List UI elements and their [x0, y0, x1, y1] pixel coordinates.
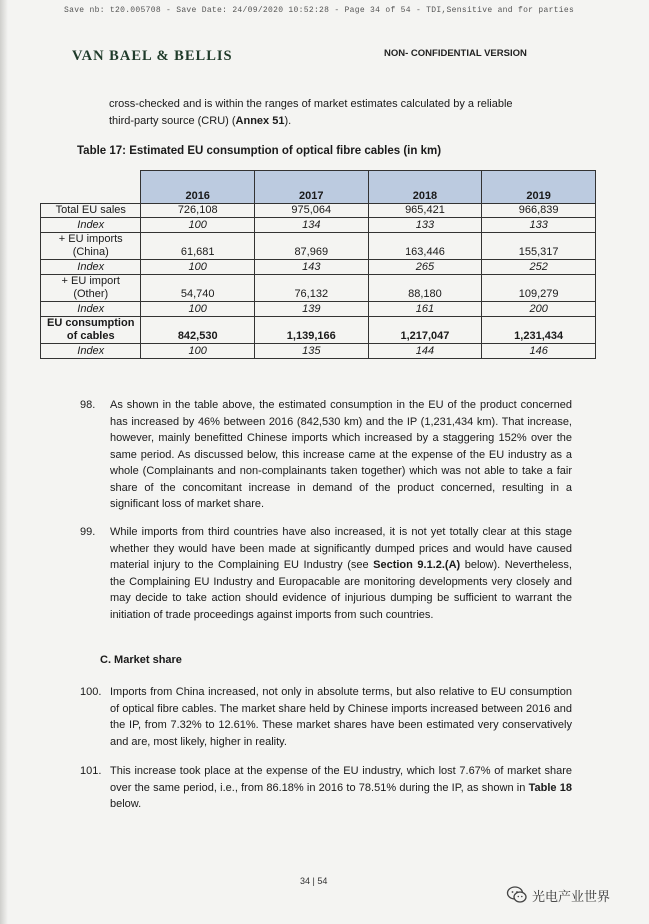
table-cell: 966,839 — [482, 204, 596, 218]
paragraph-number: 101. — [80, 765, 102, 777]
table-cell: 726,108 — [141, 204, 254, 218]
table-cell: 146 — [482, 344, 596, 359]
watermark-text: 光电产业世界 — [532, 888, 611, 904]
table-cell: 842,530 — [141, 317, 254, 344]
p101-text-pre: This increase took place at the expense of the EU industry, which lost 7.67% of market share over the same period, i.e., from 86.18% in 2016 to 78.51% during the IP, as shown in — [110, 765, 572, 794]
intro-paragraph — [109, 96, 573, 129]
intro-line-2-pre: third-party source (CRU) ( — [109, 114, 236, 127]
table-title: Table 17: Estimated EU consumption of optical fibre cables (in km) — [77, 145, 442, 157]
table-header-row — [41, 171, 596, 204]
table-row — [41, 218, 596, 233]
wechat-icon — [506, 884, 528, 906]
table-cell: 76,132 — [254, 275, 368, 302]
consumption-table — [40, 170, 596, 359]
row-label: Index — [41, 302, 141, 317]
table-cell: 139 — [254, 302, 368, 317]
year-header: 2018 — [368, 171, 482, 204]
table-cell: 54,740 — [141, 275, 254, 302]
year-header: 2019 — [482, 171, 596, 204]
table-cell: 252 — [482, 260, 596, 275]
confidentiality-label: NON- CONFIDENTIAL VERSION — [384, 48, 527, 59]
table-cell: 975,064 — [254, 204, 368, 218]
paragraph-98: As shown in the table above, the estimated consumption in the EU of the product concerned has increased by 46% between 2016 (842,530 km) and the IP (1,231,434 km). That increase, however, mainly benefitted Chinese imports which increased by a staggering 152% over the same period. As discussed below, this increase came at the expense of the EU industry as a whole (Complainants and non-complainants taken together) which was not able to take a fair share of the concomitant increase in demand of the product concerned, resulting in a significant loss of market share. — [110, 399, 572, 510]
table-row — [41, 317, 596, 344]
table-cell: 87,969 — [254, 233, 368, 260]
year-header: 2016 — [141, 171, 254, 204]
save-stamp: Save nb: t20.005708 - Save Date: 24/09/2020 10:52:28 - Page 34 of 54 - TDI,Sensitive and for parties — [64, 6, 575, 15]
year-header: 2017 — [254, 171, 368, 204]
row-label: Total EU sales — [41, 204, 141, 218]
table-cell: 161 — [368, 302, 482, 317]
paragraph-number: 100. — [80, 686, 102, 698]
table-cell: 200 — [482, 302, 596, 317]
table-cell: 100 — [141, 344, 254, 359]
p101-text-post: below. — [110, 798, 142, 810]
table-cell: 100 — [141, 302, 254, 317]
page-number: 34 | 54 — [300, 876, 328, 886]
p99-text-pre: While imports from third countries have also increased, it is not yet totally clear at this stage whether they would have been made at significantly dumped prices and would have caused material injury to the Complaining EU Industry (see — [110, 526, 572, 571]
row-label: EU consumption of cables — [41, 317, 141, 344]
table-cell: 100 — [141, 260, 254, 275]
table-cell: 1,231,434 — [482, 317, 596, 344]
table-row — [41, 204, 596, 218]
table-row — [41, 260, 596, 275]
row-label: + EU import (Other) — [41, 275, 141, 302]
intro-line-2-post: ). — [284, 114, 292, 127]
table-cell: 100 — [141, 218, 254, 233]
row-label: Index — [41, 260, 141, 275]
table-cell: 965,421 — [368, 204, 482, 218]
table-cell: 265 — [368, 260, 482, 275]
table-row — [41, 302, 596, 317]
table-cell: 163,446 — [368, 233, 482, 260]
paragraph-number: 98. — [80, 399, 96, 411]
section-heading: C. Market share — [100, 654, 182, 666]
page-edge — [0, 0, 8, 924]
header-blank-cell — [41, 171, 141, 204]
table-cell: 88,180 — [368, 275, 482, 302]
table-row — [41, 344, 596, 359]
table-cell: 144 — [368, 344, 482, 359]
firm-name: VAN BAEL & BELLIS — [72, 48, 233, 64]
table-row — [41, 233, 596, 260]
paragraph-number: 99. — [80, 526, 96, 538]
row-label: Index — [41, 218, 141, 233]
paragraph-101 — [110, 763, 572, 813]
table-cell: 109,279 — [482, 275, 596, 302]
table-cell: 133 — [368, 218, 482, 233]
paragraph-100: Imports from China increased, not only in absolute terms, but also relative to EU consumption of optical fibre cables. The market share held by Chinese imports increased between 2016 and the IP, from 7.32% to 12.61%. These market shares have been estimated very conservatively and are, most likely, higher in reality. — [110, 686, 572, 748]
table-cell: 1,139,166 — [254, 317, 368, 344]
annex-reference: Annex 51 — [235, 114, 285, 127]
row-label: Index — [41, 344, 141, 359]
paragraph-99 — [110, 524, 572, 623]
row-label: + EU imports (China) — [41, 233, 141, 260]
table-cell: 155,317 — [482, 233, 596, 260]
table-cell: 135 — [254, 344, 368, 359]
section-reference: Section 9.1.2.(A) — [373, 559, 461, 571]
table-cell: 61,681 — [141, 233, 254, 260]
table-row — [41, 275, 596, 302]
table-reference: Table 18 — [528, 781, 572, 794]
table-cell: 143 — [254, 260, 368, 275]
watermark — [506, 884, 610, 906]
p99-text-post: below). Nevertheless, the Complaining EU Industry and Europacable are monitoring developments very closely and may decide to take action should evidence of injurious dumping be sufficient to warrant the initiation of trade proceedings against imports from such countries. — [110, 559, 572, 621]
table-cell: 1,217,047 — [368, 317, 482, 344]
table-cell: 133 — [482, 218, 596, 233]
intro-line-1: cross-checked and is within the ranges of market estimates calculated by a reliable — [109, 98, 513, 110]
table-cell: 134 — [254, 218, 368, 233]
